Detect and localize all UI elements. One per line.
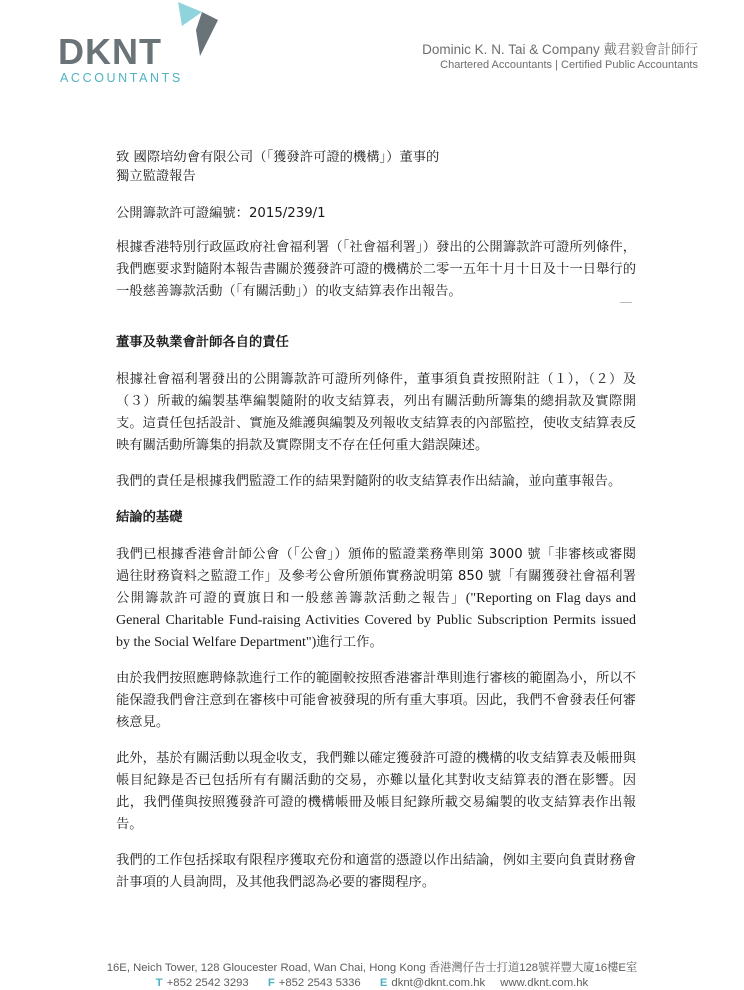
letterhead-footer bbox=[0, 962, 744, 990]
footer-contact bbox=[0, 977, 744, 990]
permit-number: 公開籌款許可證編號：2015/239/1 bbox=[116, 206, 326, 221]
basis-paragraph-1-zh: 我們已根據香港會計師公會（「公會」）頒佈的監證業務準則第 3000 號「非審核或審閱過往財務資料之監證工作」及參考公會所頒佈實務說明第 850 號「有關獲發社會福利署公開籌款許可證的賣旗日和一般慈善籌款活動之報告」 bbox=[116, 547, 636, 606]
basis-paragraph-1-tail: 進行工作。 bbox=[316, 635, 383, 650]
report-title-line1: 致 國際培幼會有限公司（「獲發許可證的機構」）董事的 bbox=[116, 150, 440, 165]
website-link[interactable]: www.dknt.com.hk bbox=[500, 977, 589, 989]
company-logo bbox=[58, 0, 228, 90]
tel-number: +852 2542 3293 bbox=[166, 977, 249, 989]
intro-paragraph: 根據香港特別行政區政府社會福利署（「社會福利署」）發出的公開籌款許可證所列條件，我們應要求對隨附本報告書關於獲發許可證的機構於二零一五年十月十日及十一日舉行的一般慈善籌款活動（「有關活動」）的收支結算表作出報告。 bbox=[116, 240, 636, 299]
basis-paragraph-2: 由於我們按照應聘條款進行工作的範圍較按照香港審計準則進行審核的範圍為小，所以不能保證我們會注意到在審核中可能會被發現的所有重大事項。因此，我們不會發表任何審核意見。 bbox=[116, 671, 636, 730]
tel-label: T bbox=[155, 977, 163, 989]
report-title-line2: 獨立監證報告 bbox=[116, 169, 196, 184]
section-heading-responsibilities: 董事及執業會計師各自的責任 bbox=[116, 335, 289, 350]
section-heading-basis: 結論的基礎 bbox=[116, 510, 183, 525]
responsibilities-paragraph-1: 根據社會福利署發出的公開籌款許可證所列條件，董事須負責按照附註（１），（２）及（３）所載的編製基準編製隨附的收支結算表，列出有關活動所籌集的總捐款及實際開支。這責任包括設計、實施及維護與編製及列報收支結算表的內部監控，使收支結算表反映有關活動所籌集的捐款及實際開支不存在任何重大錯誤陳述。 bbox=[116, 372, 636, 453]
basis-paragraph-1 bbox=[116, 544, 636, 654]
report-body bbox=[116, 148, 636, 894]
logo-mark-icon bbox=[172, 0, 220, 56]
email-label: E bbox=[379, 977, 388, 989]
fax-label: F bbox=[267, 977, 275, 989]
firm-subtitle: Chartered Accountants | Certified Public Accountants bbox=[440, 59, 698, 71]
logo-wordmark: DKNT bbox=[58, 31, 162, 72]
basis-paragraph-3: 此外，基於有關活動以現金收支，我們難以確定獲發許可證的機構的收支結算表及帳冊與帳目紀錄是否已包括所有有關活動的交易，亦難以量化其對收支結算表的潛在影響。因此，我們僅與按照獲發許可證的機構帳冊及帳目紀錄所載交易編製的收支結算表作出報告。 bbox=[116, 751, 636, 832]
email-link[interactable]: dknt@dknt.com.hk bbox=[391, 977, 486, 989]
basis-paragraph-4: 我們的工作包括採取有限程序獲取充份和適當的憑證以作出結論，例如主要向負責財務會計事項的人員詢問，及其他我們認為必要的審閱程序。 bbox=[116, 853, 636, 890]
firm-name: Dominic K. N. Tai & Company 戴君毅會計師行 bbox=[422, 42, 698, 57]
responsibilities-paragraph-2: 我們的責任是根據我們監證工作的結果對隨附的收支結算表作出結論，並向董事報告。 bbox=[116, 474, 622, 489]
footer-address: 16E, Neich Tower, 128 Gloucester Road, Wan Chai, Hong Kong 香港灣仔告士打道128號祥豐大廈16樓E室 bbox=[106, 962, 638, 974]
firm-header bbox=[422, 42, 698, 73]
fax-number: +852 2543 5336 bbox=[278, 977, 361, 989]
basis-paragraph-1-en: ("Reporting on Flag days and General Charitable Fund-raising Activities Covered by Public Subscription Permits issued by the Social Welfare Department") bbox=[116, 591, 637, 650]
logo-subtitle: ACCOUNTANTS bbox=[60, 71, 183, 85]
